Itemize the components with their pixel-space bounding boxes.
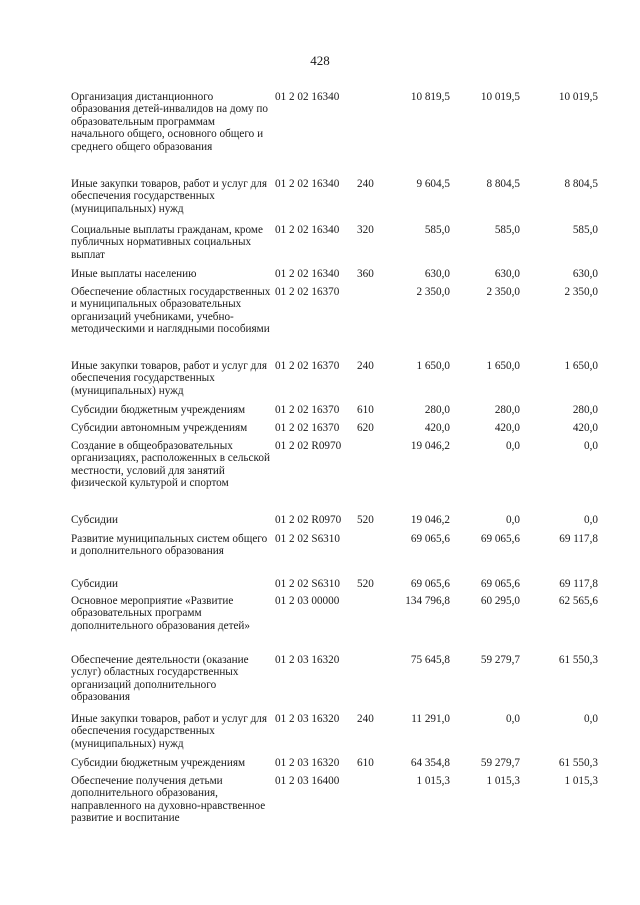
row-value-1: 280,0 <box>424 404 450 416</box>
row-value-1: 2 350,0 <box>416 286 450 298</box>
row-name: Иные закупки товаров, работ и услуг для обеспечения государственных (муниципальных) нужд <box>71 178 268 215</box>
row-name: Социальные выплаты гражданам, кроме публичных нормативных социальных выплат <box>71 224 263 261</box>
row-value-2: 1 015,3 <box>486 775 520 787</box>
row-value-1: 75 645,8 <box>410 654 450 666</box>
row-value-1: 10 819,5 <box>410 91 450 103</box>
row-name: Развитие муниципальных систем общего и дополнительного образования <box>71 533 268 558</box>
row-value-2: 59 279,7 <box>480 757 520 769</box>
row-csr-code: 01 2 02 16340 <box>275 91 340 103</box>
row-value-1: 64 354,8 <box>410 757 450 769</box>
row-value-2: 10 019,5 <box>480 91 520 103</box>
row-value-1: 69 065,6 <box>410 578 450 590</box>
row-value-2: 1 650,0 <box>486 360 520 372</box>
row-name: Основное мероприятие «Развитие образовательных программ дополнительного образования детей» <box>71 595 250 632</box>
row-value-2: 2 350,0 <box>486 286 520 298</box>
row-name: Обеспечение получения детьми дополнительного образования, направленного на духовно-нравственное развитие и воспитание <box>71 775 266 825</box>
row-value-2: 0,0 <box>506 514 520 526</box>
row-csr-code: 01 2 03 00000 <box>275 595 340 607</box>
row-vr-code: 240 <box>357 360 374 372</box>
row-value-2: 420,0 <box>494 422 520 434</box>
row-value-3: 8 804,5 <box>564 178 598 190</box>
row-name: Обеспечение деятельности (оказание услуг) областных государственных организаций дополнительного образования <box>71 654 249 704</box>
row-value-3: 585,0 <box>572 224 598 236</box>
row-value-2: 69 065,6 <box>480 533 520 545</box>
row-vr-code: 240 <box>357 713 374 725</box>
row-value-3: 10 019,5 <box>558 91 598 103</box>
row-value-1: 420,0 <box>424 422 450 434</box>
row-vr-code: 320 <box>357 224 374 236</box>
row-vr-code: 610 <box>357 757 374 769</box>
row-csr-code: 01 2 03 16320 <box>275 654 340 666</box>
row-csr-code: 01 2 02 S6310 <box>275 533 340 545</box>
row-value-2: 0,0 <box>506 440 520 452</box>
row-csr-code: 01 2 02 R0970 <box>275 514 342 526</box>
row-csr-code: 01 2 03 16320 <box>275 713 340 725</box>
row-csr-code: 01 2 02 16340 <box>275 268 340 280</box>
row-value-3: 61 550,3 <box>558 757 598 769</box>
row-name: Субсидии <box>71 578 118 590</box>
row-value-3: 0,0 <box>584 713 598 725</box>
row-value-1: 1 015,3 <box>416 775 450 787</box>
row-value-2: 59 279,7 <box>480 654 520 666</box>
row-vr-code: 360 <box>357 268 374 280</box>
row-value-3: 69 117,8 <box>559 533 598 545</box>
row-value-2: 630,0 <box>494 268 520 280</box>
row-vr-code: 520 <box>357 578 374 590</box>
row-value-1: 1 650,0 <box>416 360 450 372</box>
row-value-3: 0,0 <box>584 440 598 452</box>
row-value-1: 9 604,5 <box>416 178 450 190</box>
row-vr-code: 620 <box>357 422 374 434</box>
row-csr-code: 01 2 02 16340 <box>275 178 340 190</box>
row-csr-code: 01 2 02 16370 <box>275 286 340 298</box>
row-value-1: 19 046,2 <box>410 440 450 452</box>
row-value-3: 1 015,3 <box>564 775 598 787</box>
row-value-2: 0,0 <box>506 713 520 725</box>
row-csr-code: 01 2 03 16320 <box>275 757 340 769</box>
row-value-1: 585,0 <box>424 224 450 236</box>
row-name: Субсидии <box>71 514 118 526</box>
row-name: Иные закупки товаров, работ и услуг для обеспечения государственных (муниципальных) нужд <box>71 360 268 397</box>
row-name: Иные выплаты населению <box>71 268 197 280</box>
row-value-1: 11 291,0 <box>411 713 450 725</box>
row-name: Создание в общеобразовательных организациях, расположенных в сельской местности, условий для занятий физической культурой и спортом <box>71 440 270 490</box>
row-csr-code: 01 2 02 16370 <box>275 360 340 372</box>
row-value-1: 69 065,6 <box>410 533 450 545</box>
row-csr-code: 01 2 02 16340 <box>275 224 340 236</box>
row-value-3: 1 650,0 <box>564 360 598 372</box>
page-number: 428 <box>310 53 330 68</box>
row-name: Субсидии бюджетным учреждениям <box>71 404 246 416</box>
row-vr-code: 240 <box>357 178 374 190</box>
row-csr-code: 01 2 03 16400 <box>275 775 340 787</box>
row-name: Субсидии автономным учреждениям <box>71 422 248 434</box>
row-value-2: 69 065,6 <box>480 578 520 590</box>
row-value-3: 62 565,6 <box>558 595 598 607</box>
row-value-3: 0,0 <box>584 514 598 526</box>
row-csr-code: 01 2 02 S6310 <box>275 578 340 590</box>
row-csr-code: 01 2 02 16370 <box>275 422 340 434</box>
row-name: Субсидии бюджетным учреждениям <box>71 757 246 769</box>
row-name: Иные закупки товаров, работ и услуг для обеспечения государственных (муниципальных) нужд <box>71 713 268 750</box>
row-value-2: 8 804,5 <box>486 178 520 190</box>
row-value-2: 585,0 <box>494 224 520 236</box>
row-csr-code: 01 2 02 16370 <box>275 404 340 416</box>
row-vr-code: 610 <box>357 404 374 416</box>
row-value-1: 134 796,8 <box>405 595 450 607</box>
row-name: Обеспечение областных государственных и муниципальных образовательных организаций учебниками, учебно-методическими и наглядными пособиями <box>71 286 271 336</box>
row-value-3: 2 350,0 <box>564 286 598 298</box>
row-csr-code: 01 2 02 R0970 <box>275 440 342 452</box>
row-value-1: 630,0 <box>424 268 450 280</box>
row-name: Организация дистанционного образования детей-инвалидов на дому по образовательным программам начального общего, основного общего и среднего общего образования <box>71 91 269 153</box>
row-value-3: 420,0 <box>572 422 598 434</box>
row-vr-code: 520 <box>357 514 374 526</box>
row-value-3: 630,0 <box>572 268 598 280</box>
row-value-2: 60 295,0 <box>480 595 520 607</box>
row-value-1: 19 046,2 <box>410 514 450 526</box>
row-value-3: 280,0 <box>572 404 598 416</box>
row-value-2: 280,0 <box>494 404 520 416</box>
row-value-3: 69 117,8 <box>559 578 598 590</box>
row-value-3: 61 550,3 <box>558 654 598 666</box>
